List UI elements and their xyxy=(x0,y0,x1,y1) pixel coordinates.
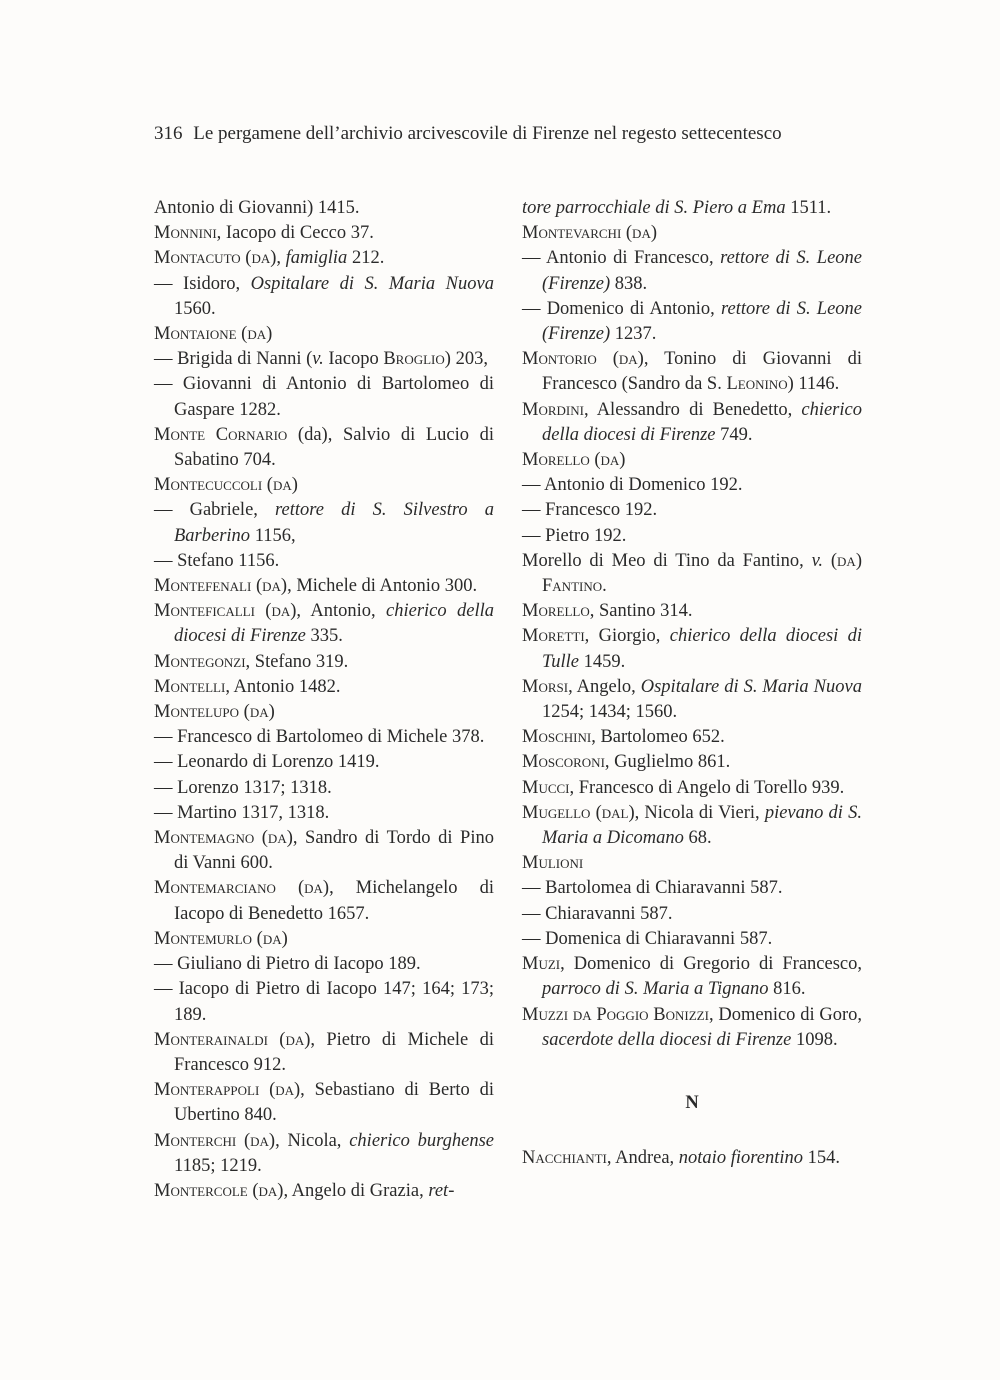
entry-text: , Antonio, xyxy=(296,601,387,622)
entry-text: , Francesco di Angelo di Torello 939. xyxy=(569,777,845,798)
entry-text: , Pietro di Michele di Francesco 912. xyxy=(174,1029,494,1075)
index-entry xyxy=(522,347,862,397)
entry-text: , Stefano 319. xyxy=(245,651,349,672)
entry-text: 1237. xyxy=(610,324,657,345)
entry-surname: Montacuto (da) xyxy=(154,248,277,269)
entry-italic-text: ret- xyxy=(428,1180,455,1201)
entry-surname: Montegonzi xyxy=(154,651,246,672)
entry-text: , Michele di Antonio 300. xyxy=(287,576,478,597)
index-entry xyxy=(154,977,494,1027)
entry-surname: Montelli xyxy=(154,676,226,697)
entry-text: 1098. xyxy=(791,1029,838,1050)
index-entries-m xyxy=(522,196,862,1053)
index-entries-n xyxy=(522,1146,862,1171)
index-entry xyxy=(522,473,862,498)
entry-text: , Antonio 1482. xyxy=(225,676,341,697)
index-entry xyxy=(522,398,862,448)
entry-text: — Francesco 192. xyxy=(522,500,658,521)
entry-surname: Leonino xyxy=(726,374,788,395)
index-entry xyxy=(154,725,494,750)
entry-text: — Lorenzo 1317; 1318. xyxy=(154,777,332,798)
entry-text: — Martino 1317, 1318. xyxy=(154,802,330,823)
index-entry xyxy=(154,221,494,246)
entry-text: 1560. xyxy=(174,298,216,319)
entry-surname: Moschini xyxy=(522,727,592,748)
index-entry xyxy=(154,423,494,473)
entry-text: 1459. xyxy=(579,651,626,672)
entry-italic-text: chierico della diocesi di Firenze xyxy=(174,601,494,647)
entry-surname: Monterappoli (da) xyxy=(154,1080,301,1101)
entry-text: — Iacopo di Pietro di Iacopo 147; 164; 173; 189. xyxy=(154,979,494,1025)
entry-text: — Giovanni di Antonio di Bartolomeo di Gaspare 1282. xyxy=(154,374,494,420)
entry-text: 212. xyxy=(347,248,385,269)
index-entry xyxy=(522,549,862,599)
entry-surname: Mugello (dal) xyxy=(522,802,635,823)
entry-text: 1185; 1219. xyxy=(174,1155,262,1176)
entry-text: , Iacopo di Cecco 37. xyxy=(216,223,374,244)
entry-surname: Monnini xyxy=(154,223,217,244)
index-entry xyxy=(522,624,862,674)
index-entry xyxy=(154,675,494,700)
index-entry xyxy=(522,1003,862,1053)
index-entry xyxy=(154,498,494,548)
index-entry xyxy=(522,196,862,221)
entry-surname: Mulioni xyxy=(522,853,584,874)
entry-surname: Morello (da) xyxy=(522,450,626,471)
entry-text: , Bartolomeo 652. xyxy=(591,727,725,748)
entry-text: , Alessandro di Benedetto, xyxy=(583,399,802,420)
entry-surname: Monterainaldi (da) xyxy=(154,1029,311,1050)
index-entry xyxy=(522,221,862,246)
entry-text: — Chiaravanni 587. xyxy=(522,903,673,924)
entry-text: , Giorgio, xyxy=(584,626,670,647)
entry-italic-text: rettore di S. Leone (Firenze) xyxy=(542,298,862,345)
index-entry xyxy=(154,650,494,675)
index-entry xyxy=(522,599,862,624)
entry-text: ) 1146. xyxy=(787,374,840,395)
entry-surname: (da) Fantino xyxy=(542,550,862,597)
index-entry xyxy=(522,927,862,952)
entry-surname: Montecuccoli (da) xyxy=(154,475,298,496)
entry-italic-text: rettore di S. Leone (Firenze) xyxy=(542,248,862,294)
index-entry xyxy=(154,473,494,498)
entry-text: — Francesco di Bartolomeo di Michele 378. xyxy=(154,727,485,748)
entry-text: — Giuliano di Pietro di Iacopo 189. xyxy=(154,954,421,975)
index-entry xyxy=(154,322,494,347)
entry-text: (da), Salvio di Lucio di Sabatino 704. xyxy=(174,424,495,471)
entry-surname: Montemagno (da) xyxy=(154,828,293,849)
entry-surname: Muzi xyxy=(522,954,561,975)
index-entry xyxy=(522,876,862,901)
entry-text: , Domenico di Goro, xyxy=(708,1004,862,1025)
entry-italic-text: chierico della diocesi di Firenze xyxy=(542,399,862,445)
entry-text: 68. xyxy=(683,828,712,849)
entry-surname: Montevarchi (da) xyxy=(522,223,657,244)
entry-text: 1156, xyxy=(250,525,296,546)
entry-surname: Moscoroni xyxy=(522,752,605,773)
entry-text: , Domenico di Gregorio di Francesco, xyxy=(560,954,862,975)
running-header xyxy=(154,122,854,146)
entry-italic-text: chierico burghense xyxy=(349,1130,495,1151)
entry-italic-text: sacerdote della diocesi di Firenze xyxy=(542,1029,792,1050)
index-entry xyxy=(522,776,862,801)
entry-italic-text: v. xyxy=(811,550,824,571)
entry-text: , Sandro di Tordo di Pino di Vanni 600. xyxy=(174,828,494,874)
entry-surname: Montemarciano (da) xyxy=(154,878,330,899)
index-entry xyxy=(154,1028,494,1078)
entry-text: — Antonio di Francesco, xyxy=(522,248,721,269)
entry-italic-text: chierico della diocesi di Tulle xyxy=(542,626,863,672)
index-entry xyxy=(522,498,862,523)
index-entry xyxy=(522,675,862,725)
index-entry xyxy=(522,725,862,750)
entry-text: — Isidoro, xyxy=(154,273,251,294)
entry-surname: Montorio (da) xyxy=(522,349,644,370)
entry-surname: Morello xyxy=(522,601,590,622)
entry-italic-text: tore parrocchiale di S. Piero a Ema xyxy=(522,198,786,218)
entry-text: — Antonio di Domenico 192. xyxy=(522,475,743,496)
entry-text: — Domenico di Antonio, xyxy=(522,298,721,319)
index-entry xyxy=(154,927,494,952)
index-entry xyxy=(154,826,494,876)
entry-text: — Brigida di Nanni ( xyxy=(154,349,313,370)
entry-text: 816. xyxy=(768,979,806,1000)
entry-surname: Montaione (da) xyxy=(154,324,273,345)
index-entry xyxy=(154,750,494,775)
section-letter: N xyxy=(685,1092,699,1113)
entry-italic-text: Ospitalare di S. Maria Nuova xyxy=(640,676,862,697)
index-entry xyxy=(154,574,494,599)
index-entry xyxy=(154,599,494,649)
entry-surname: Montefenali (da) xyxy=(154,576,288,597)
entry-text: , Andrea, xyxy=(606,1148,679,1169)
entry-surname: Nacchianti xyxy=(522,1148,607,1169)
index-entry xyxy=(154,549,494,574)
index-entry xyxy=(154,1179,494,1204)
entry-italic-text: v. xyxy=(312,349,324,370)
entry-text: 1254; 1434; 1560. xyxy=(542,702,678,723)
index-entry xyxy=(154,272,494,322)
index-entry xyxy=(522,750,862,775)
entry-text: , Santino 314. xyxy=(589,601,693,622)
entry-text: 749. xyxy=(715,424,753,445)
index-entry xyxy=(522,1146,862,1171)
entry-surname: Montelupo (da) xyxy=(154,702,275,723)
entry-text: — Stefano 1156. xyxy=(154,550,280,571)
running-title: Le pergamene dell’archivio arcivescovile di Firenze nel regesto settecentesco xyxy=(193,123,782,144)
entry-text: , Michelangelo di Iacopo di Benedetto 1657. xyxy=(174,878,494,924)
entry-italic-text: parroco di S. Maria a Tignano xyxy=(542,979,769,1000)
entry-surname: Muzzi da Poggio Bonizzi xyxy=(522,1004,709,1025)
entry-surname: Moretti xyxy=(522,626,585,647)
entry-text: , Angelo di Grazia, xyxy=(283,1180,429,1201)
entry-surname: Morsi xyxy=(522,676,569,697)
index-entry xyxy=(154,246,494,271)
index-entry xyxy=(154,776,494,801)
entry-text: , Tonino di Giovanni di Francesco (Sandro da S. xyxy=(542,349,862,395)
entry-surname: Montemurlo (da) xyxy=(154,928,288,949)
entry-text: — Domenica di Chiaravanni 587. xyxy=(522,928,773,949)
index-entry xyxy=(154,1078,494,1128)
entry-surname: Monte Cornario xyxy=(154,424,288,445)
entry-text: Antonio di Giovanni) 1415. xyxy=(154,198,360,218)
index-entry xyxy=(522,801,862,851)
entry-surname: Broglio xyxy=(383,349,445,370)
index-entry xyxy=(522,952,862,1002)
index-entry xyxy=(154,196,494,221)
entry-italic-text: pievano di S. Maria a Dicomano xyxy=(542,802,862,849)
index-entry xyxy=(154,801,494,826)
index-entry xyxy=(522,448,862,473)
entry-text: 838. xyxy=(610,273,648,294)
entry-surname: Mordini xyxy=(522,399,584,420)
entry-surname: Mucci xyxy=(522,777,570,798)
entry-text: 1511. xyxy=(785,198,832,218)
index-entry xyxy=(522,902,862,927)
index-entry xyxy=(522,297,862,347)
entry-text: . xyxy=(602,576,607,597)
entry-text: 335. xyxy=(305,626,343,647)
entry-text: , xyxy=(276,248,286,269)
index-entry xyxy=(522,246,862,296)
index-entry xyxy=(522,851,862,876)
entry-text: , Nicola di Vieri, xyxy=(634,802,765,823)
entry-italic-text: rettore di S. Silvestro a Barberino xyxy=(174,500,494,546)
entry-surname: Montercole (da) xyxy=(154,1180,284,1201)
index-entry xyxy=(154,347,494,372)
index-entry xyxy=(154,1129,494,1179)
index-column-left xyxy=(154,196,494,1204)
index-entry xyxy=(154,952,494,977)
entry-text: — Bartolomea di Chiaravanni 587. xyxy=(522,878,783,899)
page-number: 316 xyxy=(154,123,183,144)
index-entry xyxy=(154,700,494,725)
index-entry xyxy=(154,876,494,926)
entry-italic-text: Ospitalare di S. Maria Nuova xyxy=(250,273,494,294)
entry-text: Morello di Meo di Tino da Fantino, xyxy=(522,550,812,571)
index-entry xyxy=(522,524,862,549)
entry-text: Iacopo xyxy=(323,349,384,370)
entry-text: , Guglielmo 861. xyxy=(604,752,731,773)
entry-italic-text: notaio fiorentino xyxy=(678,1148,803,1169)
entry-surname: Monterchi (da) xyxy=(154,1130,276,1151)
entry-text: 154. xyxy=(803,1148,840,1169)
entry-text: ) 203, xyxy=(444,349,488,370)
index-entry xyxy=(154,372,494,422)
entry-surname: Monteficalli (da) xyxy=(154,601,297,622)
entry-text: — Gabriele, xyxy=(154,500,276,521)
entry-text: , Angelo, xyxy=(568,676,641,697)
index-column-right xyxy=(522,196,862,1171)
entry-text: , Nicola, xyxy=(275,1130,350,1151)
entry-text: — Leonardo di Lorenzo 1419. xyxy=(154,752,380,773)
entry-text: , Sebastiano di Berto di Ubertino 840. xyxy=(174,1080,494,1126)
entry-italic-text: famiglia xyxy=(285,248,348,269)
entry-text: — Pietro 192. xyxy=(522,525,627,546)
